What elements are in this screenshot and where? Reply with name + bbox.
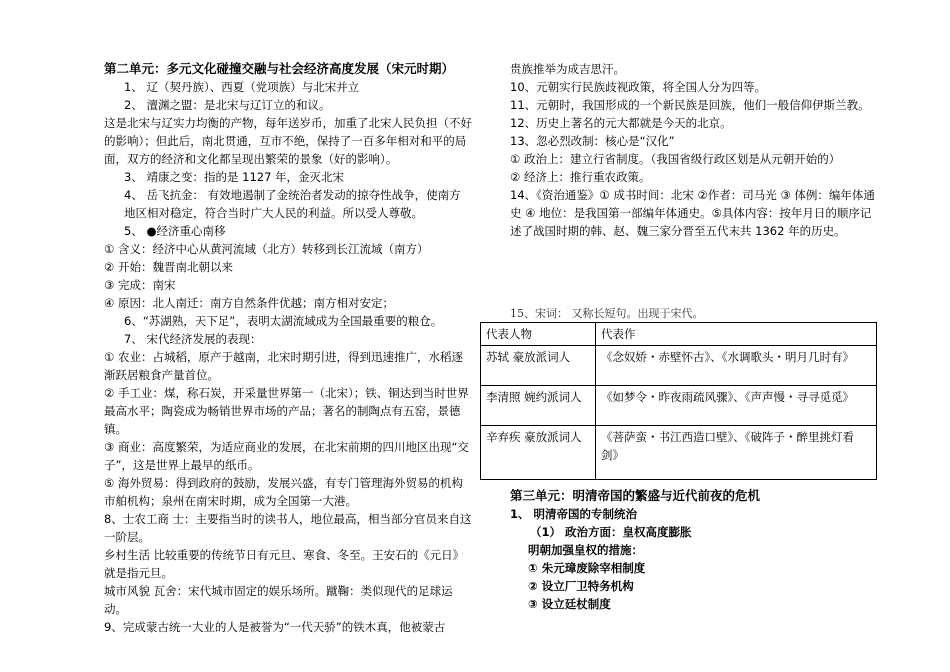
text-line: ③ 完成：南宋 (104, 278, 176, 292)
unit3-heading: 第三单元：明清帝国的繁盛与近代前夜的危机 (510, 488, 761, 503)
text-line: 10、元朝实行民族歧视政策，将全国人分为四等。 (510, 80, 767, 94)
text-line: 2、 澶渊之盟：是北宋与辽订立的和议。 (124, 98, 331, 112)
text-line: 6、“苏湖熟，天下足”，表明太湖流域成为全国最重要的粮仓。 (124, 314, 443, 328)
text-paragraph: 14、《资治通鉴》① 成书时间：北宋 ②作者：司马光 ③ 体例：编年体通史 ④ 地位：是我国第一部编年体通史。⑤具体内容：按年月日的顺序记述了战国时期的韩、赵、魏三家分晋至五代末共 1362 年的历史。 (510, 188, 875, 238)
table-cell: 李清照 婉约派词人 (481, 386, 596, 426)
table-header: 代表人物 (481, 323, 596, 346)
text-line: 1、 辽（契丹族）、西夏（党项族）与北宋并立 (124, 80, 360, 94)
text-line: ① 含义：经济中心从黄河流域（北方）转移到长江流域（南方） (104, 242, 429, 256)
text-line: 9、完成蒙古统一大业的人是被誉为“一代天骄”的铁木真，他被蒙古 (104, 620, 446, 634)
text-line: ② 经济上：推行重农政策。 (510, 170, 651, 184)
song-ci-table (480, 322, 877, 480)
left-column (104, 60, 472, 636)
right-column (510, 60, 882, 240)
text-paragraph: ② 手工业：煤，称石炭，开采量世界第一（北宋）；铁、铜达到当时世界最高水平；陶瓷成为畅销世界市场的产品；著名的制陶点有五窑，景德镇。 (104, 386, 469, 436)
text-line: ① 政治上：建立行省制度。（我国省级行政区划是从元朝开始的） (510, 152, 841, 166)
unit2-heading: 第二单元：多元文化碰撞交融与社会经济高度发展（宋元时期） (104, 61, 455, 76)
text-paragraph: ③ 商业：高度繁荣，为适应商业的发展，在北宋前期的四川地区出现“交子”，这是世界上最早的纸币。 (104, 440, 469, 472)
text-paragraph: 乡村生活 比较重要的传统节日有元旦、寒食、冬至。王安石的《元日》就是指元旦。 (104, 548, 465, 580)
text-line: ③ 设立廷杖制度 (528, 597, 611, 611)
text-paragraph: ① 农业：占城稻，原产于越南，北宋时期引进，得到迅速推广，水稻逐渐跃居粮食产量首位。 (104, 350, 463, 382)
text-paragraph: ⑤ 海外贸易：得到政府的鼓励，发展兴盛，有专门管理海外贸易的机构市舶机构；泉州在南宋时期，成为全国第一大港。 (104, 476, 463, 508)
unit3-section (510, 487, 882, 613)
text-line: 13、忽必烈改制：核心是“汉化” (510, 134, 675, 148)
text-line: 12、历史上著名的元大都就是今天的北京。 (510, 116, 732, 130)
table-row (481, 386, 877, 426)
table-row (481, 426, 877, 480)
text-line: 明朝加强皇权的措施： (528, 543, 643, 557)
table-cell: 苏轼 豪放派词人 (481, 346, 596, 386)
text-line: 5、 ●经济重心南移 (124, 224, 226, 238)
table-cell: 《菩萨蛮・书江西造口壁》、《破阵子・醉里挑灯看剑》 (596, 426, 877, 480)
text-line: ④ 原因：北人南迁：南方自然条件优越；南方相对安定； (104, 296, 394, 310)
table-cell: 辛弃疾 豪放派词人 (481, 426, 596, 480)
text-line: 3、 靖康之变：指的是 1127 年，金灭北宋 (124, 170, 345, 184)
text-paragraph: 这是北宋与辽实力均衡的产物，每年送岁币，加重了北宋人民负担（不好的影响）；但此后，南北贯通，互市不绝，保持了一百多年相对和平的局面，双方的经济和文化都呈现出繁荣的景象（好的影响）。 (104, 116, 472, 166)
text-line: 7、 宋代经济发展的表现： (124, 332, 262, 346)
text-line: ② 设立厂卫特务机构 (528, 579, 634, 593)
song-ci-caption: 15、宋词： 又称长短句。出现于宋代。 (510, 307, 704, 320)
text-line: 11、元朝时，我国形成的一个新民族是回族，他们一般信仰伊斯兰教。 (510, 98, 870, 112)
table-cell: 《念奴娇・赤壁怀古》、《水调歌头・明月几时有》 (596, 346, 877, 386)
text-line: ② 开始：魏晋南北朝以来 (104, 260, 233, 274)
text-line: 1、 明清帝国的专制统治 (510, 507, 638, 521)
text-paragraph: 4、 岳飞抗金： 有效地遏制了金统治者发动的掠夺性战争，使南方地区相对稳定，符合当时广大人民的利益。所以受人尊敬。 (124, 188, 461, 220)
text-paragraph: 城市风貌 瓦舍：宋代城市固定的娱乐场所。蹴鞠：类似现代的足球运动。 (104, 584, 453, 616)
text-line: （1） 政治方面：皇权高度膨胀 (530, 525, 692, 539)
table-header: 代表作 (596, 323, 877, 346)
text-paragraph: 8、士农工商 士：主要指当时的读书人，地位最高，相当部分官员来自这一阶层。 (104, 512, 472, 544)
text-line: 贵族推举为成吉思汗。 (510, 62, 625, 76)
table-cell: 《如梦令・昨夜雨疏风骤》、《声声慢・寻寻觅觅》 (596, 386, 877, 426)
table-header-row (481, 323, 877, 346)
table-row (481, 346, 877, 386)
text-line: ① 朱元璋废除宰相制度 (528, 561, 646, 575)
